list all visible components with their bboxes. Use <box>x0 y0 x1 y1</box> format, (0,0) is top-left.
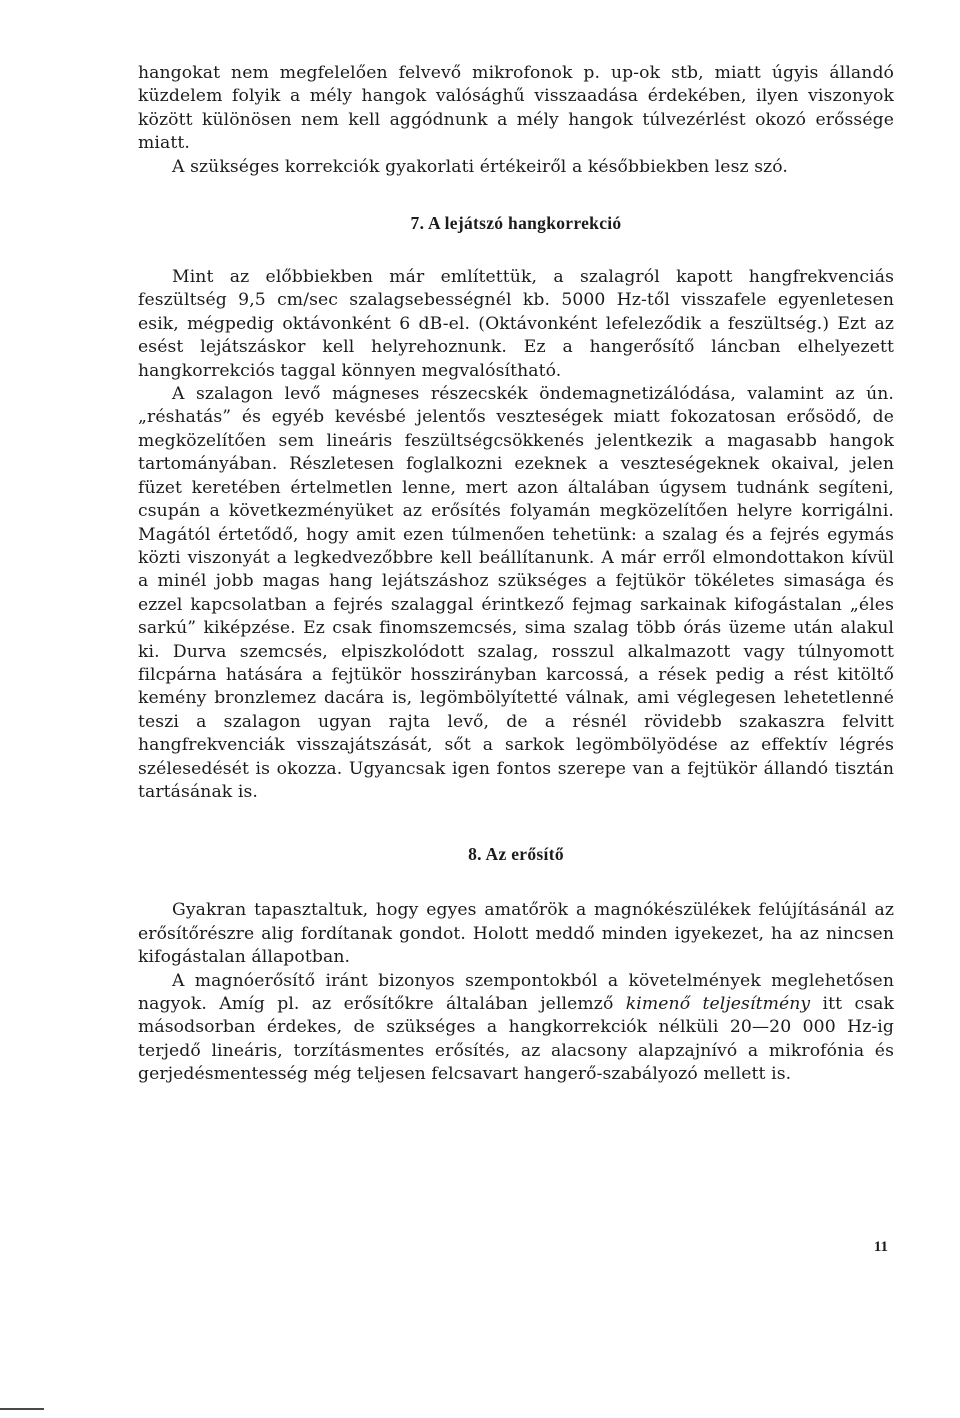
scan-edge-mark <box>0 1408 44 1410</box>
document-page <box>138 62 894 1087</box>
text-run: A magnóerősítő iránt bizonyos szempontokból a követelmények meglehetősen nagyok. Amíg pl. az erősítőkre általában jellemző <box>138 970 894 1014</box>
section-heading: 7. A lejátszó hangkorrekció <box>410 213 622 234</box>
section-paragraph <box>138 970 894 1087</box>
intro-paragraph: hangokat nem megfelelően felvevő mikrofonok p. up-ok stb, miatt úgyis állandó küzdelem folyik a mély hangok valósághű visszaadása érdekében, ilyen viszonyok között különösen nem kell aggódnunk a mély hangok túlvezérlést okozó erőssége miatt. <box>138 63 894 154</box>
section-paragraph: Mint az előbbiekben már említettük, a szalagról kapott hangfrekvenciás feszültség 9,5 cm/sec szalagsebességnél kb. 5000 Hz-től visszafele egyenletesen esik, mégpedig oktávonként 6 dB-el. (Oktávonként lefeleződik a feszültség.) Ezt az esést lejátszáskor kell helyrehoznunk. Ez a hangerősítő láncban elhelyezett hangkorrekciós taggal könnyen megvalósítható. <box>138 267 894 381</box>
italic-term: kimenő teljesítmény <box>625 994 811 1014</box>
section-paragraph: Gyakran tapasztaltuk, hogy egyes amatőrök a magnókészülékek felújításánál az erősítőrészre alig fordítanak gondot. Holott meddő minden igyekezet, ha az nincsen kifogástalan állapotban. <box>138 900 894 968</box>
section-heading: 8. Az erősítő <box>468 844 564 865</box>
intro-paragraph: A szükséges korrekciók gyakorlati értékeiről a későbbiekben lesz szó. <box>172 156 788 177</box>
section-paragraph: A szalagon levő mágneses részecskék öndemagnetizálódása, valamint az ún. „réshatás” és egyéb kevésbé jelentős veszteségek miatt fokozatosan erősödő, de megközelítően sem lineáris feszültségcsökkenés jelentkezik a magasabb hangok tartományában. Részletesen foglalkozni ezeknek a veszteségeknek okaival, jelen füzet keretében értelmetlen lenne, mert azon általában úgysem tudnánk segíteni, csupán a következményüket az erősítés folyamán megközelítően helyre korrigálni. Magától értetődő, hogy amit ezen túlmenően tehetünk: a szalag és a fejrés egymás közti viszonyát a legkedvezőbbre kell beállítanunk. A már erről elmondottakon kívül a minél jobb magas hang lejátszáshoz szükséges a fejtükör tökéletes simasága és ezzel kapcsolatban a fejrés szalaggal érintkező fejmag sarkainak kifogástalan „éles sarkú” kiképzése. Ez csak finomszemcsés, sima szalag több órás üzeme után alakul ki. Durva szemcsés, elpiszkolódott szalag, rosszul alkalmazott vagy túlnyomott filcpárna hatására a fejtükör hosszirányban karcossá, a rések pedig a rést kitöltő kemény bronzlemez dacára is, legömbölyítetté válnak, ami véglegesen lehetetlenné teszi a szalagon ugyan rajta levő, de a résnél rövidebb szakaszra felvitt hangfrekvenciák visszajátszását, sőt a sarkok legömbölyödése az effektív légrés szélesedését is okozza. Ugyancsak igen fontos szerepe van a fejtükör állandó tisztán tartásának is. <box>138 384 894 802</box>
text-run: itt csak másodsorban érdekes, de szükséges a hangkorrekciók nélküli 20—20 000 Hz-ig terjedő lineáris, torzításmentes erősítés, az alacsony alapzajnívó a mikrofónia és gerjedésmentesség még teljesen felcsavart hangerő-szabályozó mellett is. <box>138 994 895 1085</box>
page-number: 11 <box>873 1239 888 1255</box>
